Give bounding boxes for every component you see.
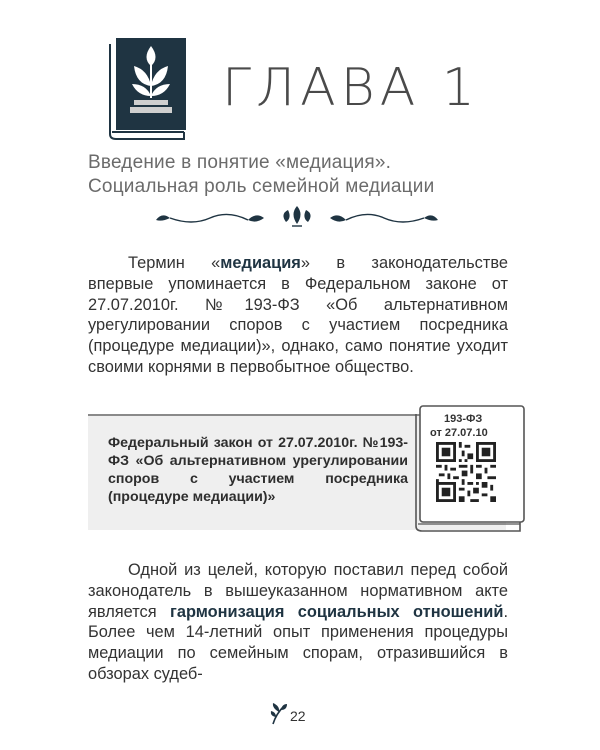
paragraph1-text-end: » в законодательстве впервые упоминается в Федеральном законе от 27.07.2010г. №193-ФЗ «Об альтернативном урегулировании споров с участием посредника (процедуре медиации)», однако, само понятие уходит своими корнями в первобытное общество. (88, 254, 509, 376)
page-number: 22 (290, 708, 306, 724)
chapter-subtitle-line1: Введение в понятие «медиация». (88, 152, 392, 173)
paragraph1-text-start: Термин « (128, 254, 221, 272)
term-harmonization: гармонизация социальных отношений (170, 602, 504, 621)
chapter-title: ГЛАВА 1 (222, 58, 480, 118)
qr-code-icon[interactable] (436, 442, 496, 502)
paragraph2-text-start: Одной из целей, которую поставил перед собой законодатель в вышеуказанном нормативном акте является (88, 561, 508, 621)
leaf-icon (270, 702, 288, 726)
book-with-plant-icon (106, 36, 190, 140)
chapter-subtitle-line2: Социальная роль семейной медиации (88, 176, 435, 197)
law-callout-text: Федеральный закон от 27.07.2010г. №193-ФЗ «Об альтернативном урегулировании споров с участием посредника (процедуре медиации)» (108, 435, 408, 505)
paragraph2-text-end: . Более чем 14-летний опыт применения процедуры медиации по семейным спорам, отразившийся в обзорах судеб- (88, 602, 508, 683)
body-paragraph-2 (88, 560, 508, 685)
floral-divider-ornament (152, 206, 442, 230)
qr-label-law-date: от 27.07.10 (430, 427, 488, 439)
term-mediation: медиация (220, 254, 301, 272)
body-paragraph-1 (88, 253, 508, 378)
qr-label-law-number: 193-ФЗ (444, 413, 483, 425)
